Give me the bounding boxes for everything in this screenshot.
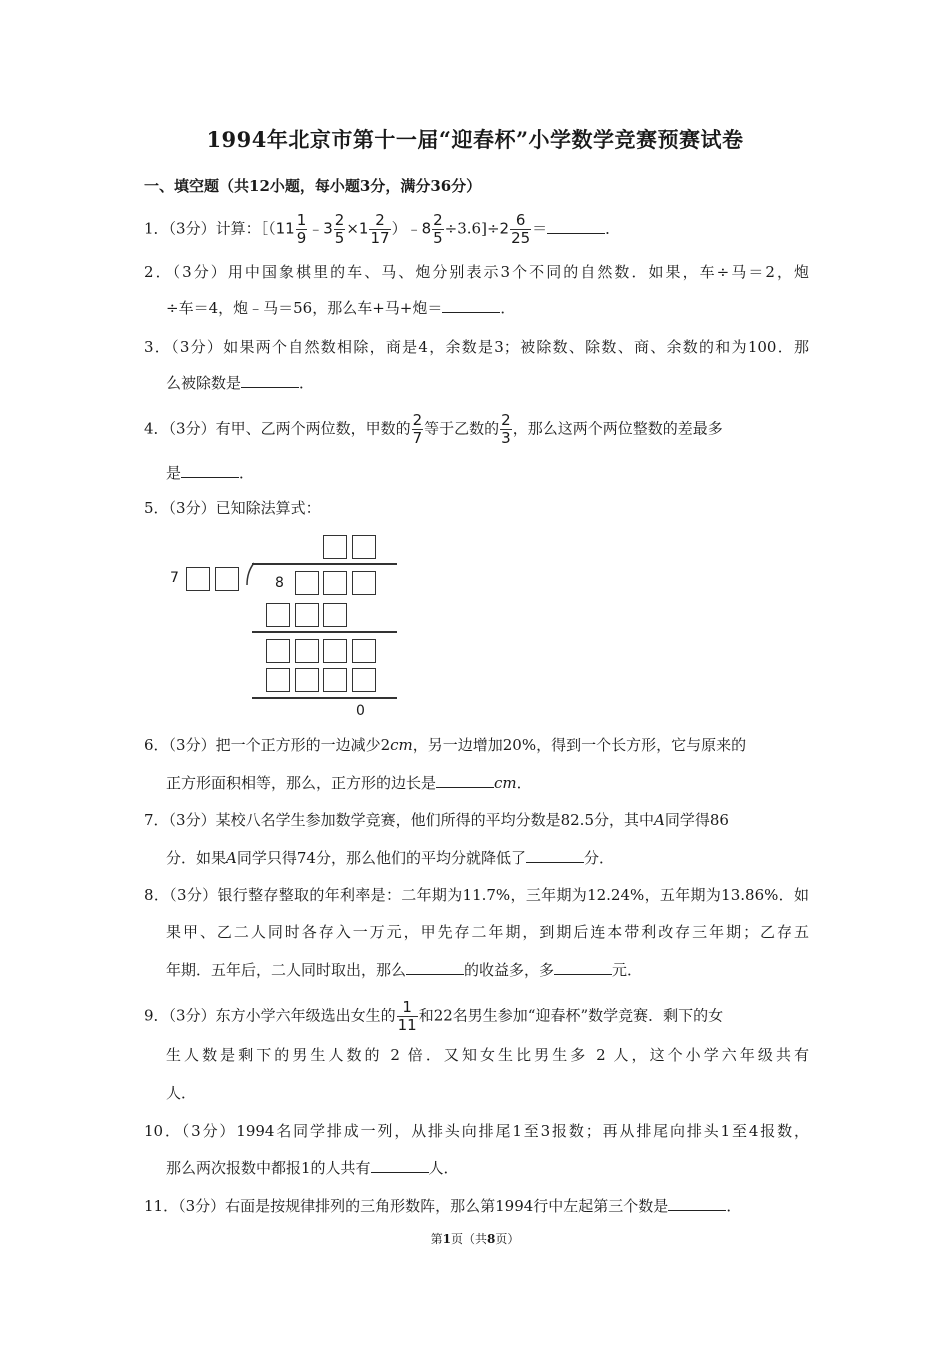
exam-page: 1994年北京市第十一届“迎春杯”小学数学竞赛预赛试卷 一、填空题（共12小题，每小题3分，满分36分） 1．（3分）计算：［（11 $\frac{1}{9}$ ﹣3 $\frac{2}{5}$ ×1 $\frac{2}{17}$ ）﹣8 $\frac{2}{5}$ ÷3.6]÷2 $\frac{6}{25}$ ＝ ． 2．（3分）用中国象棋里的车、马、炮分别表示3个不同的自然数．如果，车÷马＝2，炮 ÷车＝4，炮﹣马＝56，那么车+马+炮＝ ． 3．（3分）如果两个自然数相除，商是4，余数是3；被除数、除数、商、余数的和为100．那 么被除数是 ． 4．（3分）有甲、乙两个两位数，甲数的 $\frac{2}{7}$ 等于乙数的 $\frac{2}{3}$ ，那么这两个两位整数的差最多 是 ． 5．（3分）已知除法算式： 7 8 0 6．（3分）把一个正方形的一边减少2cm，另一边增加20%，得到一个长方形，它与原来的 正方形面积相等，那么，正方形的边长是 cm． 7．（3分）某校八名学生参加数学竞赛，他们所得的平均分数是82.5分，其中A同学得86 分．如果A同学只得74分，那么他们的平均分就降低了 分． 8．（3分）银行整存整取的年利率是：二年期为11.7%，三年期为12.24%，五年期为13.86%．如 果甲、乙二人同时各存入一万元，甲先存二年期，到期后连本带利改存三年期；乙存五 年期．五年后，二人同时取出，那么 的收益多，多 元． 9．（3分）东方小学六年级选出女生的 $\frac{1}{11}$ 和22名男生参加“迎春杯”数学竞赛．剩下的女 生人数是剩下的男生人数的 2 倍．又知女生比男生多 2 人，这个小学六年级共有 人． 10．（3分）1994名同学排成一列，从排头向排尾1至3报数；再从排尾向排头1至4报数， 那么两次报数中都报1的人共有 人． 11．（3分）右面是按规律排列的三角形数阵，那么第1994行中左起第三个数是 ． 第1页（共8页） — [0, 0, 950, 1345]
division-bar — [252, 563, 397, 565]
division-bracket — [244, 562, 258, 586]
digit-box — [352, 535, 376, 559]
digit-box — [295, 668, 319, 692]
answer-blank[interactable] — [442, 298, 500, 313]
digit-box — [323, 668, 347, 692]
digit-box — [266, 639, 290, 663]
digit-box — [215, 567, 239, 591]
subtraction-line — [252, 697, 397, 699]
answer-blank[interactable] — [406, 960, 464, 975]
answer-blank[interactable] — [554, 960, 612, 975]
remainder-digit: 0 — [356, 703, 365, 719]
digit-box — [295, 639, 319, 663]
digit-box — [266, 668, 290, 692]
digit-box — [323, 639, 347, 663]
digit-box — [323, 571, 347, 595]
digit-box — [352, 668, 376, 692]
digit-box — [352, 571, 376, 595]
answer-blank[interactable] — [436, 773, 494, 788]
page-title: 1994年北京市第十一届“迎春杯”小学数学竞赛预赛试卷 — [206, 127, 744, 152]
digit-box — [323, 603, 347, 627]
digit-box — [352, 639, 376, 663]
digit-box — [323, 535, 347, 559]
answer-blank[interactable] — [181, 463, 239, 478]
answer-blank[interactable] — [371, 1158, 429, 1173]
digit-box — [186, 567, 210, 591]
answer-blank[interactable] — [526, 848, 584, 863]
digit-box — [295, 603, 319, 627]
section-heading: 一、填空题（共12小题，每小题3分，满分36分） — [144, 177, 482, 195]
answer-blank[interactable] — [241, 373, 299, 388]
digit-box — [295, 571, 319, 595]
dividend-digit: 8 — [275, 575, 284, 591]
page-footer: 第1页（共8页） — [430, 1232, 520, 1246]
subtraction-line — [252, 631, 397, 633]
divisor-digit: 7 — [170, 570, 179, 586]
answer-blank[interactable] — [547, 219, 605, 234]
answer-blank[interactable] — [668, 1196, 726, 1211]
digit-box — [266, 603, 290, 627]
